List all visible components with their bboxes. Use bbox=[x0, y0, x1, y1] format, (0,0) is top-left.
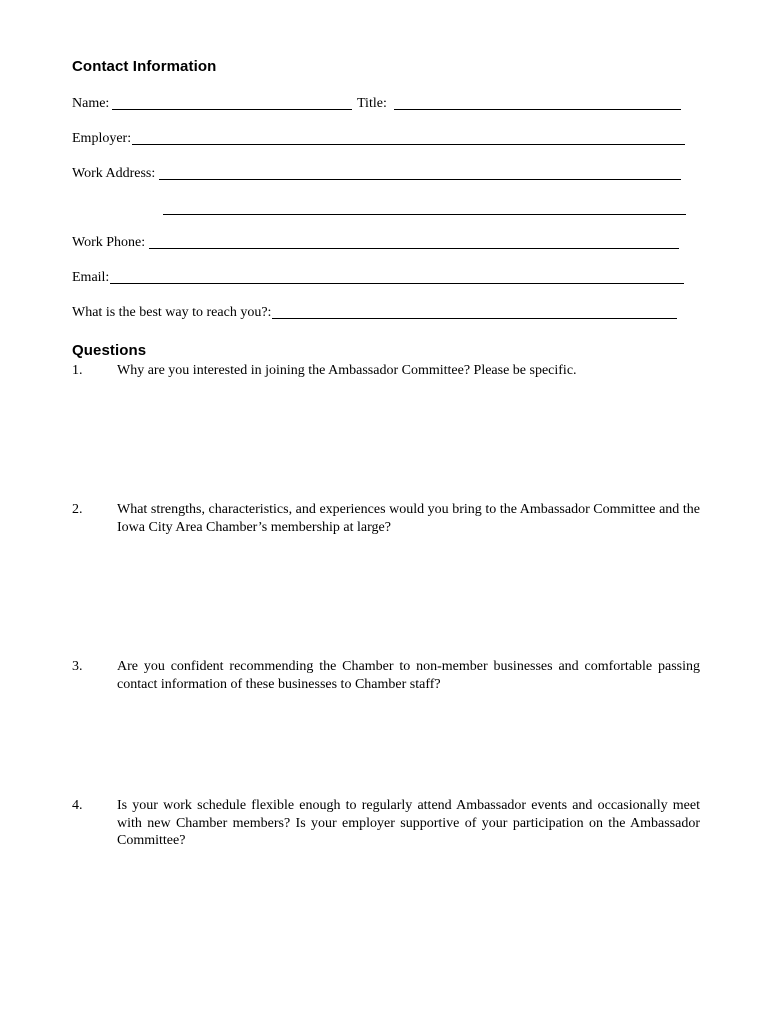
best-way-row bbox=[72, 304, 686, 324]
work-address-row bbox=[72, 165, 686, 185]
best-way-field[interactable] bbox=[272, 318, 677, 319]
contact-information-heading: Contact Information bbox=[72, 58, 217, 75]
question-text: Are you confident recommending the Chamber to non-member businesses and comfortable passing contact information of these businesses to Chamber staff? bbox=[117, 659, 700, 692]
question-4 bbox=[72, 797, 700, 853]
question-number: 3. bbox=[72, 659, 83, 674]
work-address-label: Work Address: bbox=[72, 166, 156, 181]
question-text: What strengths, characteristics, and experiences would you bring to the Ambassador Committee and the Iowa City Area Chamber’s membership at large? bbox=[117, 502, 700, 535]
email-row bbox=[72, 269, 686, 289]
work-phone-field[interactable] bbox=[149, 248, 679, 249]
work-address-field[interactable] bbox=[159, 179, 681, 180]
employer-field[interactable] bbox=[132, 144, 685, 145]
question-number: 1. bbox=[72, 363, 83, 378]
email-field[interactable] bbox=[110, 283, 684, 284]
work-phone-row bbox=[72, 234, 686, 254]
name-field[interactable] bbox=[112, 109, 352, 110]
answer-area-4[interactable] bbox=[117, 860, 700, 1000]
answer-area-3[interactable] bbox=[117, 702, 700, 797]
question-number: 2. bbox=[72, 502, 83, 517]
question-text: Why are you interested in joining the Ambassador Committee? Please be specific. bbox=[117, 363, 577, 378]
answer-area-2[interactable] bbox=[117, 545, 700, 650]
employer-label: Employer: bbox=[72, 131, 132, 146]
question-1 bbox=[72, 362, 700, 382]
email-label: Email: bbox=[72, 270, 110, 285]
question-2 bbox=[72, 501, 700, 539]
question-3 bbox=[72, 658, 700, 696]
questions-heading: Questions bbox=[72, 342, 147, 359]
question-text: Is your work schedule flexible enough to regularly attend Ambassador events and occasionally meet with new Chamber members? Is your employer supportive of your participation on the Ambassador Committee? bbox=[117, 798, 700, 848]
name-title-row bbox=[72, 95, 682, 115]
answer-area-1[interactable] bbox=[117, 388, 700, 493]
work-address-line-2[interactable] bbox=[163, 214, 686, 215]
question-number: 4. bbox=[72, 798, 83, 813]
title-label: Title: bbox=[357, 96, 387, 111]
work-phone-label: Work Phone: bbox=[72, 235, 146, 250]
title-field[interactable] bbox=[394, 109, 681, 110]
name-label: Name: bbox=[72, 96, 110, 111]
employer-row bbox=[72, 130, 686, 150]
best-way-label: What is the best way to reach you?: bbox=[72, 305, 272, 320]
